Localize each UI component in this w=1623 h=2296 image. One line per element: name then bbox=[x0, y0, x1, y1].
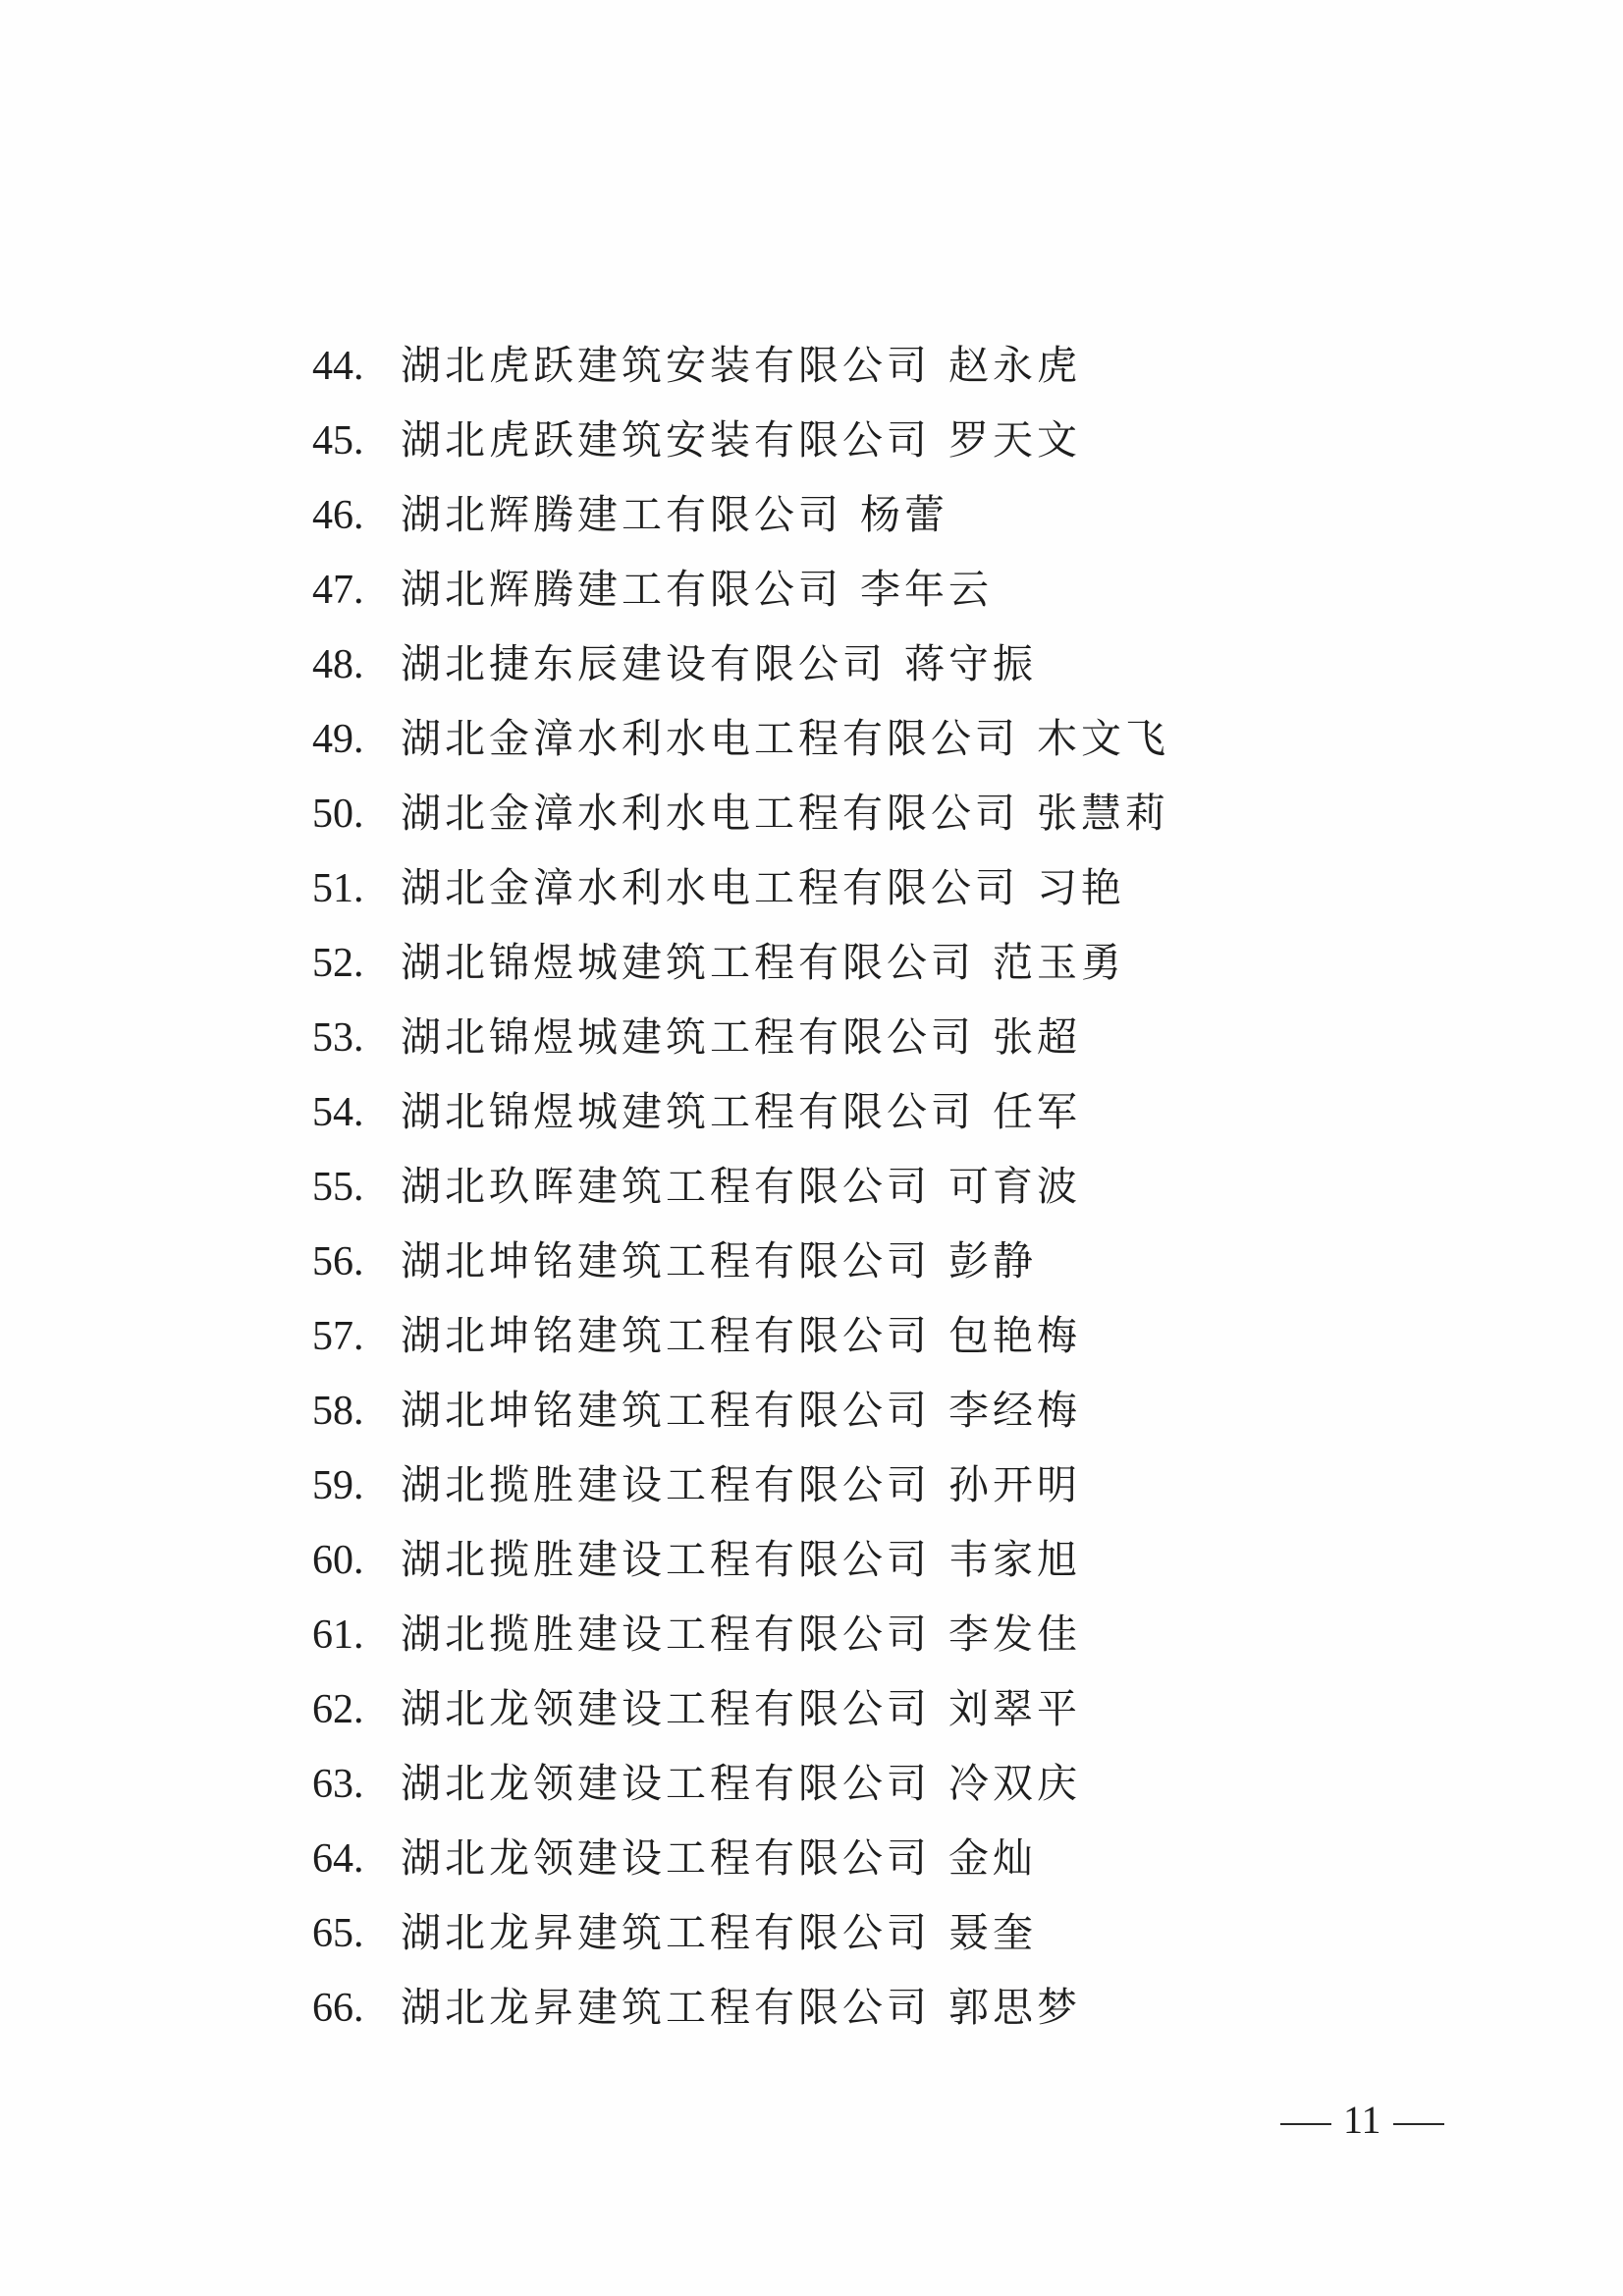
list-item bbox=[312, 1522, 1169, 1597]
page-number-value: 11 bbox=[1343, 2098, 1381, 2142]
person-name: 罗天文 bbox=[948, 416, 1081, 464]
entry-number: 54. bbox=[312, 1090, 364, 1135]
company-name: 湖北龙领建设工程有限公司 bbox=[401, 1685, 931, 1732]
person-name: 包艳梅 bbox=[948, 1312, 1081, 1359]
list-item bbox=[312, 552, 1169, 627]
entry-number: 55. bbox=[312, 1165, 364, 1210]
company-name: 湖北锦煜城建筑工程有限公司 bbox=[401, 1013, 975, 1061]
entry-number: 47. bbox=[312, 568, 364, 613]
list-item bbox=[312, 850, 1169, 925]
entry-number: 44. bbox=[312, 344, 364, 389]
entry-number: 46. bbox=[312, 493, 364, 538]
list-item bbox=[312, 1671, 1169, 1746]
company-name: 湖北虎跃建筑安装有限公司 bbox=[401, 342, 931, 389]
person-name: 可育波 bbox=[948, 1163, 1081, 1210]
list-item bbox=[312, 1373, 1169, 1448]
awardee-list bbox=[312, 328, 1169, 2045]
company-name: 湖北辉腾建工有限公司 bbox=[401, 566, 842, 613]
list-item bbox=[312, 1746, 1169, 1821]
entry-number: 63. bbox=[312, 1762, 364, 1807]
person-name: 李发佳 bbox=[948, 1611, 1081, 1658]
list-item bbox=[312, 925, 1169, 1000]
person-name: 杨蕾 bbox=[860, 491, 948, 538]
list-item bbox=[312, 1000, 1169, 1074]
list-item bbox=[312, 1074, 1169, 1149]
person-name: 任军 bbox=[993, 1088, 1081, 1135]
entry-number: 64. bbox=[312, 1836, 364, 1882]
list-item bbox=[312, 1821, 1169, 1895]
company-name: 湖北锦煜城建筑工程有限公司 bbox=[401, 939, 975, 986]
entry-number: 60. bbox=[312, 1538, 364, 1583]
person-name: 范玉勇 bbox=[993, 939, 1125, 986]
person-name: 张超 bbox=[993, 1013, 1081, 1061]
company-name: 湖北龙领建设工程有限公司 bbox=[401, 1760, 931, 1807]
person-name: 韦家旭 bbox=[948, 1536, 1081, 1583]
list-item bbox=[312, 1149, 1169, 1224]
company-name: 湖北坤铭建筑工程有限公司 bbox=[401, 1312, 931, 1359]
company-name: 湖北揽胜建设工程有限公司 bbox=[401, 1461, 931, 1508]
person-name: 习艳 bbox=[1037, 864, 1125, 911]
list-item bbox=[312, 776, 1169, 850]
entry-number: 57. bbox=[312, 1314, 364, 1359]
list-item bbox=[312, 328, 1169, 403]
company-name: 湖北坤铭建筑工程有限公司 bbox=[401, 1387, 931, 1434]
list-item bbox=[312, 1895, 1169, 1970]
left-dash bbox=[1280, 2123, 1331, 2125]
list-item bbox=[312, 477, 1169, 552]
company-name: 湖北揽胜建设工程有限公司 bbox=[401, 1611, 931, 1658]
list-item bbox=[312, 1224, 1169, 1298]
company-name: 湖北揽胜建设工程有限公司 bbox=[401, 1536, 931, 1583]
company-name: 湖北金漳水利水电工程有限公司 bbox=[401, 715, 1019, 762]
entry-number: 66. bbox=[312, 1986, 364, 2031]
list-item bbox=[312, 1597, 1169, 1671]
list-item bbox=[312, 1448, 1169, 1522]
entry-number: 51. bbox=[312, 866, 364, 911]
list-item bbox=[312, 1970, 1169, 2045]
entry-number: 52. bbox=[312, 941, 364, 986]
person-name: 郭思梦 bbox=[948, 1984, 1081, 2031]
entry-number: 45. bbox=[312, 418, 364, 464]
person-name: 彭静 bbox=[948, 1237, 1037, 1285]
company-name: 湖北捷东辰建设有限公司 bbox=[401, 640, 887, 687]
entry-number: 61. bbox=[312, 1613, 364, 1658]
company-name: 湖北辉腾建工有限公司 bbox=[401, 491, 842, 538]
company-name: 湖北锦煜城建筑工程有限公司 bbox=[401, 1088, 975, 1135]
company-name: 湖北坤铭建筑工程有限公司 bbox=[401, 1237, 931, 1285]
entry-number: 48. bbox=[312, 642, 364, 687]
right-dash bbox=[1393, 2123, 1444, 2125]
entry-number: 65. bbox=[312, 1911, 364, 1956]
person-name: 金灿 bbox=[948, 1834, 1037, 1882]
list-item bbox=[312, 627, 1169, 701]
entry-number: 53. bbox=[312, 1015, 364, 1061]
company-name: 湖北龙昇建筑工程有限公司 bbox=[401, 1909, 931, 1956]
list-item bbox=[312, 1298, 1169, 1373]
person-name: 蒋守振 bbox=[904, 640, 1037, 687]
person-name: 张慧莉 bbox=[1037, 790, 1169, 837]
entry-number: 62. bbox=[312, 1687, 364, 1732]
list-item bbox=[312, 403, 1169, 477]
entry-number: 58. bbox=[312, 1389, 364, 1434]
entry-number: 59. bbox=[312, 1463, 364, 1508]
person-name: 李年云 bbox=[860, 566, 993, 613]
company-name: 湖北龙领建设工程有限公司 bbox=[401, 1834, 931, 1882]
person-name: 李经梅 bbox=[948, 1387, 1081, 1434]
company-name: 湖北龙昇建筑工程有限公司 bbox=[401, 1984, 931, 2031]
entry-number: 50. bbox=[312, 792, 364, 837]
list-item bbox=[312, 701, 1169, 776]
person-name: 冷双庆 bbox=[948, 1760, 1081, 1807]
person-name: 赵永虎 bbox=[948, 342, 1081, 389]
entry-number: 49. bbox=[312, 717, 364, 762]
person-name: 聂奎 bbox=[948, 1909, 1037, 1956]
company-name: 湖北金漳水利水电工程有限公司 bbox=[401, 864, 1019, 911]
entry-number: 56. bbox=[312, 1239, 364, 1285]
person-name: 孙开明 bbox=[948, 1461, 1081, 1508]
person-name: 木文飞 bbox=[1037, 715, 1169, 762]
page-number bbox=[1269, 2097, 1456, 2143]
company-name: 湖北金漳水利水电工程有限公司 bbox=[401, 790, 1019, 837]
person-name: 刘翠平 bbox=[948, 1685, 1081, 1732]
company-name: 湖北虎跃建筑安装有限公司 bbox=[401, 416, 931, 464]
company-name: 湖北玖晖建筑工程有限公司 bbox=[401, 1163, 931, 1210]
